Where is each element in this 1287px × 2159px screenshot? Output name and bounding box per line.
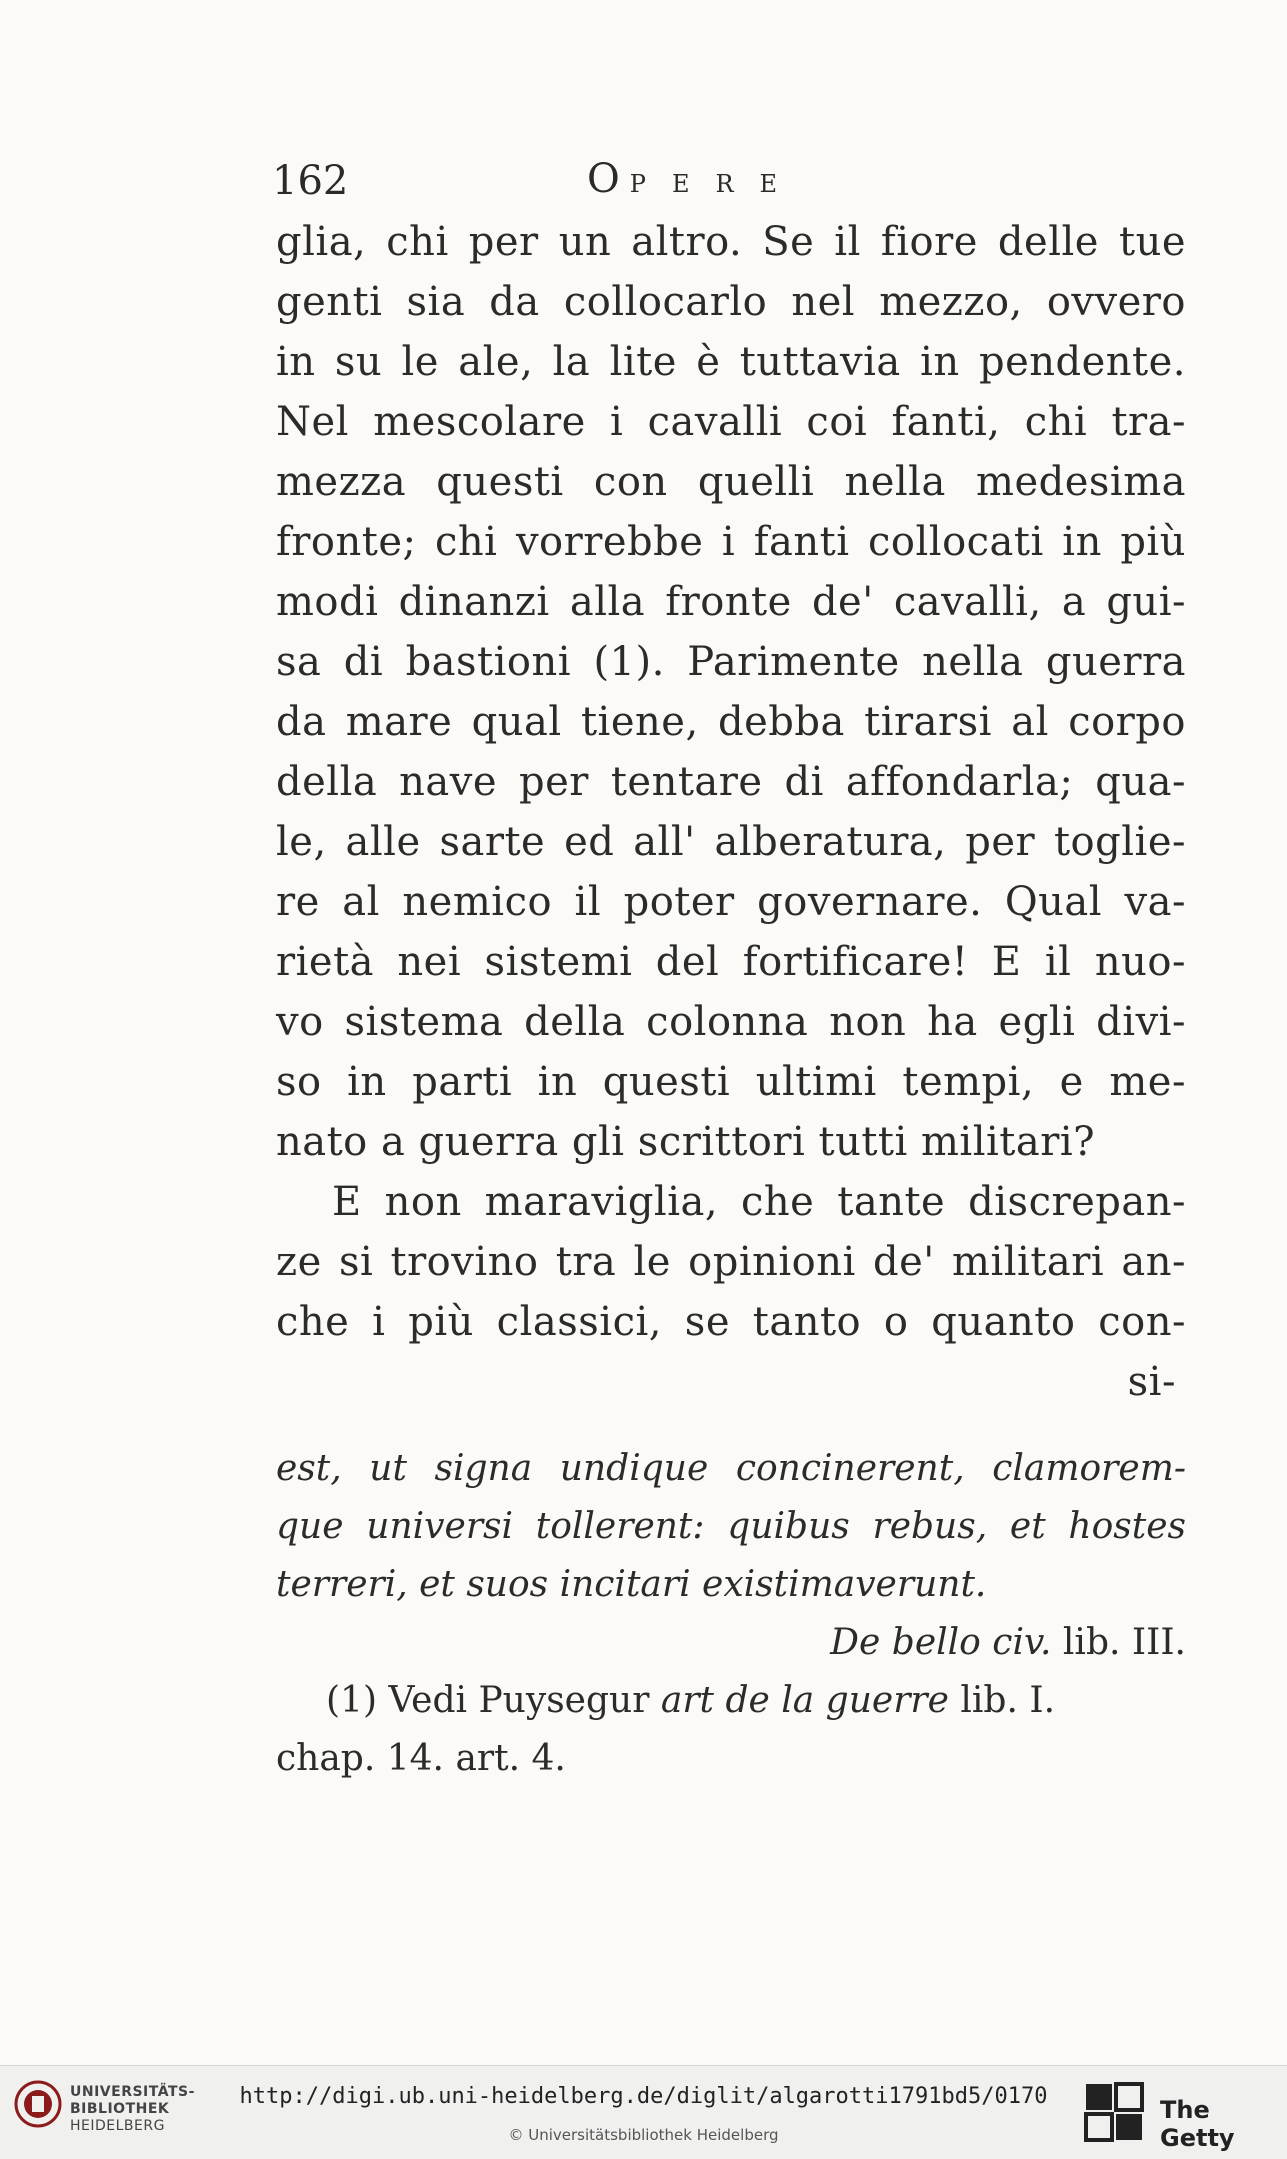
viewer-footer [0, 2065, 1287, 2159]
notes-section [276, 1440, 1186, 1788]
getty-label: The Getty [1160, 2096, 1235, 2152]
running-head-initial: O [587, 156, 630, 202]
footnote-title: art de la guerre [660, 1680, 949, 1721]
text-line: sa di bastioni (1). Parimente nella guerra [276, 639, 1186, 685]
library-line: BIBLIOTHEK [70, 2101, 170, 2117]
text-line: nato a guerra gli scrittori tutti militari? [276, 1119, 1096, 1165]
permalink-url[interactable]: http://digi.ub.uni-heidelberg.de/diglit/algarotti1791bd5/0170 [239, 2084, 1048, 2109]
library-line: HEIDELBERG [70, 2118, 165, 2134]
text-line: so in parti in questi ultimi tempi, e me- [276, 1059, 1186, 1105]
text-line: della nave per tentare di affondarla; qua- [276, 759, 1186, 805]
text-line: fronte; chi vorrebbe i fanti collocati in più [276, 519, 1186, 565]
text-line: Nel mescolare i cavalli coi fanti, chi tra- [276, 399, 1186, 445]
latin-quote-line: terreri, et suos incitari existimaverunt. [276, 1564, 987, 1605]
latin-quote-line: que universi tollerent: quibus rebus, et hostes [276, 1506, 1186, 1547]
getty-logo-icon [1082, 2080, 1146, 2144]
footnote-line: chap. 14. art. 4. [276, 1738, 566, 1779]
citation [276, 1614, 1186, 1672]
latin-quote-line: est, ut signa undique concinerent, clamorem- [276, 1448, 1186, 1489]
text-line: che i più classici, se tanto o quanto con- [276, 1299, 1186, 1345]
text-line: vo sistema della colonna non ha egli divi- [276, 999, 1186, 1045]
footnote-ref: lib. I. [960, 1680, 1056, 1721]
text-line: le, alle sarte ed all' alberatura, per toglie- [276, 819, 1186, 865]
footnote-marker: (1) [326, 1680, 377, 1721]
text-line: da mare qual tiene, debba tirarsi al corpo [276, 699, 1186, 745]
text-line: ze si trovino tra le opinioni de' militari an- [276, 1239, 1186, 1285]
running-head [587, 156, 803, 202]
running-head-rest: PERE [629, 170, 804, 198]
library-line: UNIVERSITÄTS- [70, 2084, 195, 2100]
text-line: in su le ale, la lite è tuttavia in pendente. [276, 339, 1186, 385]
page-header [272, 158, 1192, 206]
copyright-notice: © Universitätsbibliothek Heidelberg [508, 2126, 779, 2144]
citation-ref: lib. III. [1062, 1622, 1186, 1663]
main-text [276, 212, 1186, 1412]
text-line: rietà nei sistemi del fortificare! E il nuo- [276, 939, 1186, 985]
text-line: modi dinanzi alla fronte de' cavalli, a gui- [276, 579, 1186, 625]
text-line: glia, chi per un altro. Se il fiore delle tue [276, 219, 1186, 265]
text-line: genti sia da collocarlo nel mezzo, ovvero [276, 279, 1186, 325]
footnote-text: Vedi Puysegur [388, 1680, 650, 1721]
footnote [276, 1672, 1186, 1730]
catchword: si- [1127, 1359, 1176, 1405]
page-number: 162 [272, 158, 349, 204]
text-line: E non maraviglia, che tante discrepan- [332, 1179, 1186, 1225]
text-line: mezza questi con quelli nella medesima [276, 459, 1186, 505]
text-line: re al nemico il poter governare. Qual va- [276, 879, 1186, 925]
citation-title: De bello civ. [830, 1622, 1052, 1663]
